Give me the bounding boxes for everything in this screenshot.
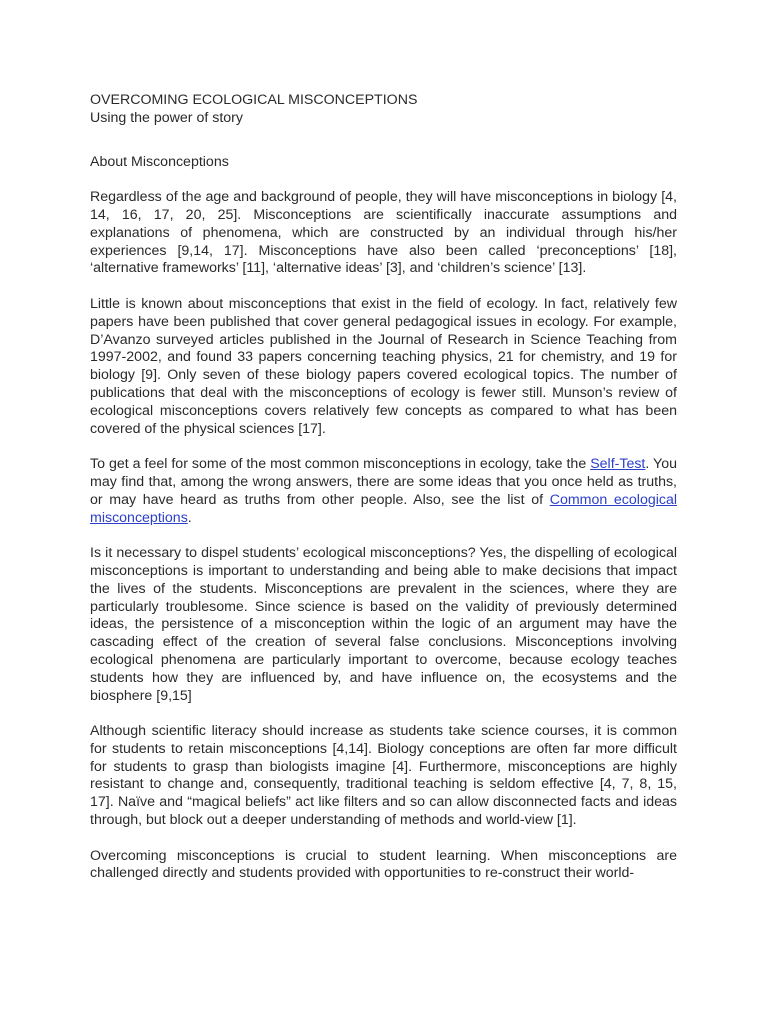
document-page <box>90 92 677 883</box>
paragraph-3-text-a: To get a feel for some of the most common misconceptions in ecology, take the <box>90 456 591 473</box>
section-heading: About Misconceptions <box>90 153 229 170</box>
paragraph-3 <box>90 456 677 527</box>
common-misconceptions-link[interactable]: Common ecological misconceptions <box>90 491 678 526</box>
paragraph-3-text-b: . You may find that, among the wrong answers, there are some ideas that you once held as truths, or may have heard as truths from other people. Also, see the list of <box>90 456 677 508</box>
self-test-link[interactable]: Self-Test <box>590 456 646 473</box>
paragraph-5: Although scientific literacy should increase as students take science courses, it is common for students to retain misconceptions [4,14]. Biology conceptions are often far more difficult for students to grasp than biologists imagine [4]. Furthermore, misconceptions are highly resistant to change and, consequently, traditional teaching is seldom effective [4, 7, 8, 15, 17]. Naïve and “magical beliefs” act like filters and so can allow disconnected facts and ideas through, but block out a deeper understanding of methods and world-view [1]. <box>90 723 677 829</box>
paragraph-6: Overcoming misconceptions is crucial to student learning. When misconceptions are challenged directly and students provided with opportunities to re-construct their world- <box>90 847 677 882</box>
document-subtitle: Using the power of story <box>90 109 243 126</box>
paragraph-1: Regardless of the age and background of people, they will have misconceptions in biology [4, 14, 16, 17, 20, 25]. Misconceptions are scientifically inaccurate assumptions and explanations of phenomena, which are constructed by an individual through his/her experiences [9,14, 17]. Misconceptions have also been called ‘preconceptions’ [18], ‘alternative frameworks’ [11], ‘alternative ideas’ [3], and ‘children’s science’ [13]. <box>90 189 677 277</box>
document-title: OVERCOMING ECOLOGICAL MISCONCEPTIONS <box>90 92 418 108</box>
paragraph-4: Is it necessary to dispel students’ ecological misconceptions? Yes, the dispelling of ecological misconceptions is important to understanding and being able to make decisions that impact the lives of the students. Misconceptions are prevalent in the sciences, where they are particularly troublesome. Since science is based on the validity of previously determined ideas, the persistence of a misconception within the logic of an argument may have the cascading effect of the creation of several false conclusions. Misconceptions involving ecological phenomena are particularly important to overcome, because ecology teaches students how they are influenced by, and have influence on, the ecosystems and the biosphere [9,15] <box>90 545 677 704</box>
paragraph-3-text-c: . <box>187 509 192 526</box>
paragraph-2: Little is known about misconceptions that exist in the field of ecology. In fact, relatively few papers have been published that cover general pedagogical issues in ecology. For example, D’Avanzo surveyed articles published in the Journal of Research in Science Teaching from 1997-2002, and found 33 papers concerning teaching physics, 21 for chemistry, and 19 for biology [9]. Only seven of these biology papers covered ecological topics. The number of publications that deal with the misconceptions of ecology is fewer still. Munson’s review of ecological misconceptions covers relatively few concepts as compared to what has been covered of the physical sciences [17]. <box>90 295 677 437</box>
